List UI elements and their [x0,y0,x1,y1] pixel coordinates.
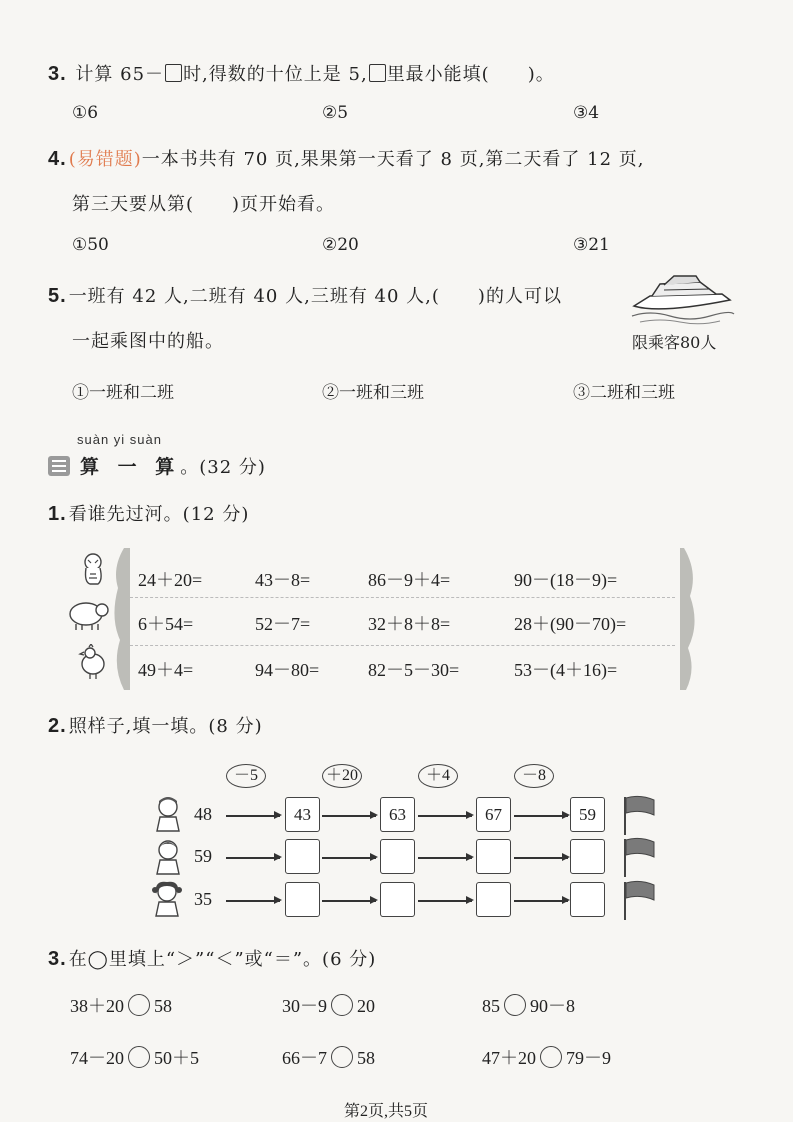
sheep-icon [66,598,110,632]
arrow [226,815,280,817]
boat-caption: 限乘客80人 [632,333,717,352]
compare-item: 85 90－8 [482,996,575,1016]
part-1-title: 1. 看谁先过河。(12 分) [48,503,250,525]
arrow [226,857,280,859]
chicken-icon [78,644,108,680]
blank-box [369,64,386,82]
tiger-icon [78,552,108,586]
compare-circle[interactable] [331,1046,353,1068]
flag-icon [622,880,656,920]
kid-icon [152,838,184,876]
example-box-4: 59 [570,797,605,832]
arrow [322,857,376,859]
compare-circle[interactable] [331,994,353,1016]
error-prone-tag: (易错题) [68,149,142,170]
question-4: 4. (易错题)一本书共有 70 页,果果第一天看了 8 页,第二天看了 12 页, [48,148,645,170]
q5-option-3[interactable]: ③二班和三班 [573,383,675,403]
kid-icon [152,795,184,833]
compare-item: 74－20 50＋5 [70,1048,199,1068]
boat-icon [630,270,735,326]
section-three-icon [48,456,70,476]
answer-box[interactable] [380,882,415,917]
answer-box[interactable] [285,882,320,917]
part-2-title: 2. 照样子,填一填。(8 分) [48,715,263,737]
compare-item: 38＋20 58 [70,996,172,1016]
operation-oval: －5 [226,764,266,788]
answer-box[interactable] [285,839,320,874]
operation-oval: ＋4 [418,764,458,788]
question-5: 5. 一班有 42 人,二班有 40 人,三班有 40 人,( )的人可以 [48,285,562,307]
arrow [514,815,568,817]
calc-r3c4: 53－(4＋16)= [514,660,618,680]
example-box-3: 67 [476,797,511,832]
row-divider [130,645,675,646]
calc-r2c1: 6＋54= [138,614,194,634]
compare-item: 66－7 58 [282,1048,375,1068]
calc-r2c3: 32＋8＋8= [368,614,451,634]
question-3: 3. 计算 65－ 时,得数的十位上是 5, 里最小能填( )。 [48,63,555,85]
compare-circle[interactable] [540,1046,562,1068]
calc-r3c2: 94－80= [255,660,320,680]
arrow [226,900,280,902]
river-bank-right [680,548,702,690]
calc-r3c3: 82－5－30= [368,660,460,680]
calc-r1c1: 24＋20= [138,570,203,590]
calc-r1c3: 86－9＋4= [368,570,451,590]
calc-r3c1: 49＋4= [138,660,194,680]
answer-box[interactable] [476,882,511,917]
q4-option-2[interactable]: ②20 [322,235,359,255]
row-divider [130,597,675,598]
arrow [514,900,568,902]
q3-option-1[interactable]: ①6 [72,103,99,123]
arrow [418,815,472,817]
arrow [418,900,472,902]
answer-box[interactable] [570,839,605,874]
start-number-1: 48 [194,804,212,824]
section-pinyin: suàn yi suàn [77,432,162,447]
arrow [514,857,568,859]
part-3-title: 3. 在◯里填上“＞”“＜”或“＝”。(6 分) [48,948,377,970]
compare-circle[interactable] [128,994,150,1016]
flag-icon [622,837,656,877]
q3-option-3[interactable]: ③4 [573,103,600,123]
arrow [418,857,472,859]
page-number: 第2页,共5页 [344,1103,429,1120]
answer-box[interactable] [570,882,605,917]
question-4-line2: 第三天要从第( )页开始看。 [72,194,336,215]
answer-box[interactable] [380,839,415,874]
example-box-1: 43 [285,797,320,832]
compare-circle[interactable] [504,994,526,1016]
compare-circle[interactable] [128,1046,150,1068]
girl-icon [150,880,184,918]
q4-option-1[interactable]: ①50 [72,235,109,255]
section-3-header [48,452,266,479]
start-number-2: 59 [194,846,212,866]
operation-oval: －8 [514,764,554,788]
operation-oval: ＋20 [322,764,362,788]
section-score: 。(32 分) [180,457,266,478]
river-bank-left [108,548,130,690]
calc-r1c2: 43－8= [255,570,311,590]
calc-r1c4: 90－(18－9)= [514,570,618,590]
compare-item: 47＋20 79－9 [482,1048,611,1068]
arrow [322,900,376,902]
q4-option-3[interactable]: ③21 [573,235,610,255]
section-title: 算 一 算 [80,456,181,478]
example-box-2: 63 [380,797,415,832]
arrow [322,815,376,817]
flag-icon [622,795,656,835]
q5-option-1[interactable]: ①一班和二班 [72,383,174,403]
blank-box [165,64,182,82]
compare-item: 30－9 20 [282,996,375,1016]
q5-option-2[interactable]: ②一班和三班 [322,383,424,403]
question-5-line2: 一起乘图中的船。 [72,331,224,352]
calc-r2c2: 52－7= [255,614,311,634]
answer-box[interactable] [476,839,511,874]
start-number-3: 35 [194,889,212,909]
calc-r2c4: 28＋(90－70)= [514,614,627,634]
q3-option-2[interactable]: ②5 [322,103,349,123]
